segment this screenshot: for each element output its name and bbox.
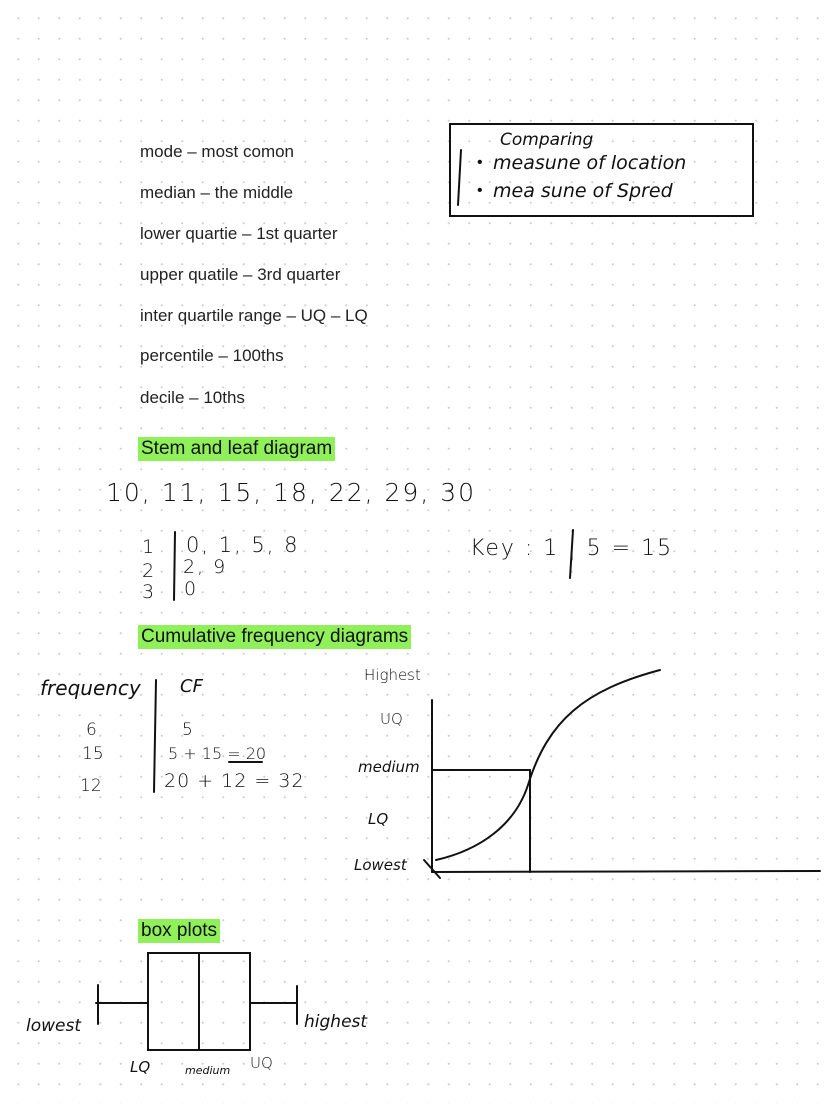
graph-label-lq: LQ <box>368 810 389 828</box>
stem-value: 3 <box>142 581 155 603</box>
stem-value: 2 <box>142 560 155 582</box>
cf-value: 5 + 15 = 20 <box>168 744 267 763</box>
cf-value: 20 + 12 = 32 <box>164 770 305 792</box>
bullet-icon: • <box>477 180 483 199</box>
boxplot-label-uq: UQ <box>250 1054 273 1072</box>
definition-percentile: percentile – 100ths <box>140 346 284 365</box>
definition-iqr: inter quartile range – UQ – LQ <box>140 306 368 325</box>
stem-value: 1 <box>142 536 155 558</box>
boxplot-label-highest: highest <box>304 1012 368 1032</box>
comparing-title: Comparing <box>500 130 594 150</box>
stem-leaf-divider <box>174 532 175 600</box>
box-plots-heading: box plots <box>138 919 220 943</box>
graph-label-highest: Highest <box>364 666 421 684</box>
cf-header: CF <box>180 676 203 697</box>
frequency-cf-divider <box>154 680 156 792</box>
definition-mode: mode – most comon <box>140 142 295 161</box>
definition-upper-quartile: upper quatile – 3rd quarter <box>140 265 341 284</box>
stem-leaf-data-list: 10, 11, 15, 18, 22, 29, 30 <box>106 478 477 507</box>
boxplot-label-median: medium <box>185 1064 231 1077</box>
graph-label-lowest: Lowest <box>354 856 407 874</box>
graph-label-uq: UQ <box>380 710 403 728</box>
cf-curve <box>436 670 660 860</box>
comparing-item-spread: mea sune of Spred <box>493 180 673 202</box>
leaf-values: 2, 9 <box>183 556 228 578</box>
definition-median: median – the middle <box>140 183 294 202</box>
cf-graph-x-axis <box>432 871 820 872</box>
definition-lower-quartile: lower quartie – 1st quarter <box>140 224 338 243</box>
frequency-value: 12 <box>80 776 102 796</box>
boxplot-label-lq: LQ <box>130 1058 151 1076</box>
key-divider <box>570 530 573 578</box>
comparing-item-location: measune of location <box>493 152 687 174</box>
leaf-values: 0 <box>184 578 197 600</box>
graph-label-median: medium <box>358 758 420 776</box>
leaf-values: 0, 1, 5, 8 <box>186 533 300 557</box>
cumulative-heading: Cumulative frequency diagrams <box>138 625 411 649</box>
boxplot-label-lowest: lowest <box>26 1016 82 1036</box>
frequency-value: 15 <box>82 744 104 764</box>
cf-value: 5 <box>182 720 193 740</box>
frequency-header: frequency <box>40 676 141 700</box>
stem-leaf-key: Key : 1 | 5 = 15 <box>470 536 674 561</box>
frequency-value: 6 <box>86 720 97 740</box>
comparing-brace <box>458 150 461 205</box>
stem-leaf-heading: Stem and leaf diagram <box>138 437 335 461</box>
bullet-icon: • <box>477 152 483 171</box>
definition-decile: decile – 10ths <box>140 388 245 407</box>
